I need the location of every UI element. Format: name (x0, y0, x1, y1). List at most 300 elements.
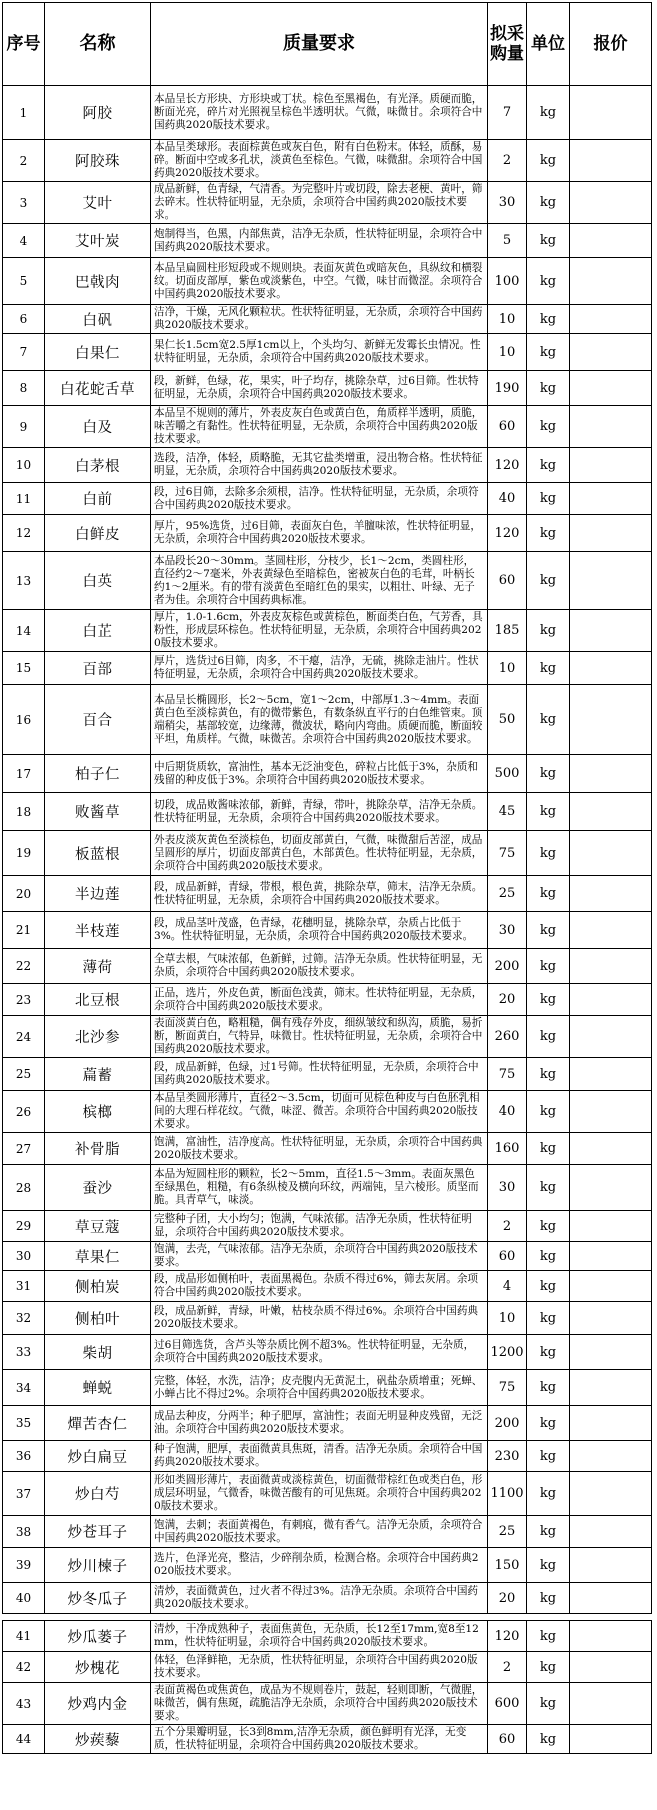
row-requirement-cell: 本品呈类球形。表面棕黄色或灰白色，附有白色粉末。体轻，质酥，易碎。断面中空或多孔状，淡黄色至棕色。气微，味微甜。余项符合中国药典2020版技术要求。 (151, 140, 488, 182)
table-body (3, 86, 652, 1754)
row-requirement-cell: 饱满，富油性，洁净度高。性状特征明显，无杂质，余项符合中国药典2020版技术要求。 (151, 1133, 488, 1165)
row-quantity-cell: 160 (488, 1133, 527, 1165)
row-name-cell: 板蓝根 (45, 831, 151, 876)
row-name-cell: 白茅根 (45, 448, 151, 483)
row-requirement-cell: 完整，体轻，水洗，洁净；皮壳腹内无黄泥土，矾盐杂质增重；死蝉、小蝉占比不得过2%。余项符合中国药典2020版技术要求。 (151, 1370, 488, 1406)
row-seq-cell: 12 (3, 515, 45, 552)
row-seq-cell: 24 (3, 1016, 45, 1058)
row-quantity-cell: 75 (488, 1370, 527, 1406)
row-requirement-cell: 表面黄褐色或焦黄色，成品为不规则卷片，鼓起，轻则即断，气微腥，味微苦，偶有焦斑，疏脆洁净无杂质，余项符合中国药典2020版技术要求。 (151, 1683, 488, 1725)
row-requirement-cell: 饱满，去刺；表面黄褐色，有刺痕，微有香气。洁净无杂质，余项符合中国药典2020版技术要求。 (151, 1516, 488, 1548)
row-quantity-cell: 150 (488, 1548, 527, 1583)
table-row (3, 552, 652, 610)
row-unit-cell: kg (527, 258, 570, 305)
row-requirement-cell: 段，成品茎叶茂盛，色青绿，花穗明显，挑除杂草，杂质占比低于3%。性状特征明显，无杂质，余项符合中国药典2020版技术要求。 (151, 912, 488, 949)
row-seq-cell: 29 (3, 1211, 45, 1242)
row-unit-cell: kg (527, 448, 570, 483)
row-requirement-cell: 清炒，干净成熟种子，表面焦黄色，无杂质，长12至17mm,宽8至12mm，性状特征明显，余项符合中国药典2020版技术要求。 (151, 1621, 488, 1652)
row-unit-cell: kg (527, 86, 570, 140)
row-unit-cell: kg (527, 483, 570, 515)
row-name-cell: 炒鸡内金 (45, 1683, 151, 1725)
row-quantity-cell: 30 (488, 1165, 527, 1211)
table-row (3, 1583, 652, 1614)
row-name-cell: 艾叶炭 (45, 224, 151, 258)
row-price-cell (570, 448, 652, 483)
row-name-cell: 柏子仁 (45, 755, 151, 793)
row-requirement-cell: 厚片，95%选货，过6目筛，表面灰白色，羊膻味浓，性状特征明显，无杂质，余项符合中国药典2020版技术要求。 (151, 515, 488, 552)
table-row (3, 949, 652, 984)
row-price-cell (570, 224, 652, 258)
row-price-cell (570, 1621, 652, 1652)
row-name-cell: 侧柏炭 (45, 1271, 151, 1302)
row-name-cell: 燀苦杏仁 (45, 1406, 151, 1441)
row-seq-cell: 43 (3, 1683, 45, 1725)
table-row (3, 1016, 652, 1058)
row-price-cell (570, 305, 652, 334)
row-quantity-cell: 20 (488, 1583, 527, 1614)
table-row (3, 305, 652, 334)
row-name-cell: 白芷 (45, 610, 151, 652)
row-unit-cell: kg (527, 1472, 570, 1516)
row-quantity-cell: 25 (488, 876, 527, 912)
row-requirement-cell: 切段，成品败酱味浓郁，新鲜，青绿，带叶，挑除杂草，洁净无杂质。性状特征明显，无杂质，余项符合中国药典2020版技术要求。 (151, 793, 488, 831)
row-requirement-cell: 选段，洁净，体轻，质略脆，无其它盐类增重，浸出物合格。性状特征明显，无杂质，余项符合中国药典2020版技术要求。 (151, 448, 488, 483)
row-requirement-cell: 饱满，去壳，气味浓郁。洁净无杂质，余项符合中国药典2020版技术要求。 (151, 1242, 488, 1271)
row-requirement-cell: 段，成品新鲜，色绿，过1号筛。性状特征明显，无杂质，余项符合中国药典2020版技术要求。 (151, 1058, 488, 1091)
row-unit-cell: kg (527, 1302, 570, 1335)
row-name-cell: 炒白芍 (45, 1472, 151, 1516)
row-quantity-cell: 2 (488, 140, 527, 182)
row-name-cell: 半枝莲 (45, 912, 151, 949)
row-name-cell: 阿胶珠 (45, 140, 151, 182)
row-price-cell (570, 1211, 652, 1242)
row-price-cell (570, 610, 652, 652)
row-quantity-cell: 25 (488, 1516, 527, 1548)
row-quantity-cell: 230 (488, 1441, 527, 1472)
row-quantity-cell: 4 (488, 1271, 527, 1302)
row-price-cell (570, 483, 652, 515)
row-name-cell: 炒白扁豆 (45, 1441, 151, 1472)
row-unit-cell: kg (527, 371, 570, 406)
row-price-cell (570, 334, 652, 371)
row-name-cell: 半边莲 (45, 876, 151, 912)
row-name-cell: 侧柏叶 (45, 1302, 151, 1335)
row-unit-cell: kg (527, 1091, 570, 1133)
row-name-cell: 巴戟肉 (45, 258, 151, 305)
row-seq-cell: 19 (3, 831, 45, 876)
row-quantity-cell: 30 (488, 912, 527, 949)
row-price-cell (570, 406, 652, 448)
row-seq-cell: 4 (3, 224, 45, 258)
row-requirement-cell: 果仁长1.5cm宽2.5厚1cm以上，个头均匀、新鲜无发霉长虫情况。性状特征明显，无杂质，余项符合中国药典2020版技术要求。 (151, 334, 488, 371)
row-quantity-cell: 200 (488, 1406, 527, 1441)
row-unit-cell: kg (527, 1165, 570, 1211)
row-price-cell (570, 1406, 652, 1441)
table-row (3, 371, 652, 406)
row-requirement-cell: 外表皮淡灰黄色至淡棕色，切面皮部黄白，气微，味微甜后苦涩，成品呈圆形的厚片，切面皮部黄白色，木部黄色。性状特征明显，无杂质，余项符合中国药典2020版技术要求。 (151, 831, 488, 876)
table-row (3, 1370, 652, 1406)
row-price-cell (570, 1516, 652, 1548)
table-row (3, 876, 652, 912)
row-requirement-cell: 成品去种皮，分两半；种子肥厚，富油性；表面无明显种皮残留，无泛油。余项符合中国药典2020版技术要求。 (151, 1406, 488, 1441)
row-unit-cell: kg (527, 1133, 570, 1165)
table-row (3, 610, 652, 652)
row-requirement-cell: 洁净，干燥，无风化颗粒状。性状特征明显，无杂质，余项符合中国药典2020版技术要求。 (151, 305, 488, 334)
row-seq-cell: 30 (3, 1242, 45, 1271)
row-seq-cell: 11 (3, 483, 45, 515)
row-name-cell: 蝉蜕 (45, 1370, 151, 1406)
row-price-cell (570, 1652, 652, 1683)
row-price-cell (570, 984, 652, 1016)
row-price-cell (570, 685, 652, 755)
row-seq-cell: 3 (3, 182, 45, 224)
row-seq-cell: 32 (3, 1302, 45, 1335)
row-quantity-cell: 10 (488, 1302, 527, 1335)
row-unit-cell: kg (527, 1516, 570, 1548)
row-price-cell (570, 1058, 652, 1091)
row-unit-cell: kg (527, 1548, 570, 1583)
row-requirement-cell: 种子饱满，肥厚，表面微黄具焦斑，清香。洁净无杂质。余项符合中国药典2020版技术要求。 (151, 1441, 488, 1472)
table-row (3, 1302, 652, 1335)
row-seq-cell: 21 (3, 912, 45, 949)
table-row (3, 831, 652, 876)
row-price-cell (570, 912, 652, 949)
row-quantity-cell: 2 (488, 1652, 527, 1683)
table-row (3, 448, 652, 483)
row-unit-cell: kg (527, 652, 570, 685)
row-name-cell: 薄荷 (45, 949, 151, 984)
row-requirement-cell: 段，成品形如侧柏叶，表面黑褐色。杂质不得过6%，筛去灰屑。余项符合中国药典2020版技术要求。 (151, 1271, 488, 1302)
row-unit-cell: kg (527, 912, 570, 949)
row-requirement-cell: 炮制得当，色黑，内部焦黄，洁净无杂质，性状特征明显，余项符合中国药典2020版技术要求。 (151, 224, 488, 258)
header-row (3, 3, 652, 86)
row-quantity-cell: 20 (488, 984, 527, 1016)
row-unit-cell: kg (527, 610, 570, 652)
header-unit: 单位 (527, 3, 570, 86)
row-seq-cell: 27 (3, 1133, 45, 1165)
row-seq-cell: 23 (3, 984, 45, 1016)
row-seq-cell: 7 (3, 334, 45, 371)
row-requirement-cell: 正品，选片，外皮色黄，断面色浅黄，筛末。性状特征明显，无杂质，余项符合中国药典2020版技术要求。 (151, 984, 488, 1016)
row-name-cell: 炒瓜蒌子 (45, 1621, 151, 1652)
row-seq-cell: 44 (3, 1725, 45, 1754)
row-unit-cell: kg (527, 140, 570, 182)
row-seq-cell: 18 (3, 793, 45, 831)
quality-table (2, 2, 652, 1754)
row-name-cell: 炒冬瓜子 (45, 1583, 151, 1614)
row-name-cell: 炒蒺藜 (45, 1725, 151, 1754)
row-name-cell: 阿胶 (45, 86, 151, 140)
row-price-cell (570, 1133, 652, 1165)
row-requirement-cell: 本品呈类圆形薄片，直径2～3.5cm，切面可见棕色种皮与白色胚乳相间的大理石样花纹。气微，味涩、微苦。余项符合中国药典2020版技术要求。 (151, 1091, 488, 1133)
row-name-cell: 白花蛇舌草 (45, 371, 151, 406)
row-name-cell: 白鲜皮 (45, 515, 151, 552)
row-unit-cell: kg (527, 552, 570, 610)
row-quantity-cell: 7 (488, 86, 527, 140)
row-price-cell (570, 1472, 652, 1516)
row-quantity-cell: 200 (488, 949, 527, 984)
header-price: 报价 (570, 3, 652, 86)
row-unit-cell: kg (527, 1683, 570, 1725)
row-quantity-cell: 120 (488, 448, 527, 483)
row-requirement-cell: 段，过6目筛，去除多余须根，洁净。性状特征明显，无杂质，余项符合中国药典2020版技术要求。 (151, 483, 488, 515)
row-price-cell (570, 876, 652, 912)
row-quantity-cell: 1200 (488, 1335, 527, 1370)
row-unit-cell: kg (527, 831, 570, 876)
row-name-cell: 白前 (45, 483, 151, 515)
row-quantity-cell: 60 (488, 1725, 527, 1754)
row-seq-cell: 15 (3, 652, 45, 685)
row-seq-cell: 13 (3, 552, 45, 610)
row-seq-cell: 37 (3, 1472, 45, 1516)
row-seq-cell: 41 (3, 1621, 45, 1652)
row-name-cell: 补骨脂 (45, 1133, 151, 1165)
row-unit-cell: kg (527, 1406, 570, 1441)
row-price-cell (570, 1242, 652, 1271)
row-quantity-cell: 50 (488, 685, 527, 755)
row-name-cell: 炒槐花 (45, 1652, 151, 1683)
table-row (3, 1058, 652, 1091)
row-price-cell (570, 1165, 652, 1211)
row-name-cell: 败酱草 (45, 793, 151, 831)
row-seq-cell: 42 (3, 1652, 45, 1683)
row-requirement-cell: 表面淡黄白色，略粗糙，偶有残存外皮，细纵皱纹和纵沟，质脆，易折断，断面黄白，气特异，味微甘。性状特征明显，无杂质，余项符合中国药典2020版技术要求。 (151, 1016, 488, 1058)
row-seq-cell: 35 (3, 1406, 45, 1441)
row-name-cell: 柴胡 (45, 1335, 151, 1370)
table-row (3, 1683, 652, 1725)
row-price-cell (570, 831, 652, 876)
table-row (3, 1652, 652, 1683)
row-seq-cell: 14 (3, 610, 45, 652)
table-row (3, 1441, 652, 1472)
row-quantity-cell: 260 (488, 1016, 527, 1058)
row-quantity-cell: 120 (488, 515, 527, 552)
row-seq-cell: 1 (3, 86, 45, 140)
row-seq-cell: 6 (3, 305, 45, 334)
row-price-cell (570, 1016, 652, 1058)
row-unit-cell: kg (527, 876, 570, 912)
row-quantity-cell: 10 (488, 652, 527, 685)
row-seq-cell: 16 (3, 685, 45, 755)
row-seq-cell: 9 (3, 406, 45, 448)
row-quantity-cell: 600 (488, 1683, 527, 1725)
row-unit-cell: kg (527, 1211, 570, 1242)
row-unit-cell: kg (527, 1583, 570, 1614)
table-row (3, 793, 652, 831)
header-quantity: 拟采购量 (488, 3, 527, 86)
row-quantity-cell: 1100 (488, 1472, 527, 1516)
table-row (3, 1516, 652, 1548)
row-unit-cell: kg (527, 1725, 570, 1754)
row-seq-cell: 5 (3, 258, 45, 305)
row-requirement-cell: 全草去根，气味浓郁，色新鲜，过筛。洁净无杂质。性状特征明显，无杂质，余项符合中国药典2020版技术要求。 (151, 949, 488, 984)
row-requirement-cell: 厚片，1.0-1.6cm，外表皮灰棕色或黄棕色，断面类白色，气芳香，具粉性，形成层环棕色。性状特征明显，无杂质，余项符合中国药典2020版技术要求。 (151, 610, 488, 652)
row-requirement-cell: 清炒，表面微黄色，过火者不得过3%。洁净无杂质。余项符合中国药典2020版技术要求。 (151, 1583, 488, 1614)
row-name-cell: 白矾 (45, 305, 151, 334)
row-name-cell: 草果仁 (45, 1242, 151, 1271)
table-row (3, 515, 652, 552)
row-unit-cell: kg (527, 182, 570, 224)
row-price-cell (570, 1370, 652, 1406)
row-unit-cell: kg (527, 515, 570, 552)
row-quantity-cell: 75 (488, 831, 527, 876)
row-name-cell: 百合 (45, 685, 151, 755)
row-seq-cell: 36 (3, 1441, 45, 1472)
row-seq-cell: 33 (3, 1335, 45, 1370)
row-name-cell: 炒苍耳子 (45, 1516, 151, 1548)
page-break-gap (3, 1614, 652, 1621)
row-requirement-cell: 完整种子团，大小均匀；饱满，气味浓郁。洁净无杂质，性状特征明显，余项符合中国药典2020版技术要求。 (151, 1211, 488, 1242)
table-row (3, 1406, 652, 1441)
row-requirement-cell: 五个分果瓣明显，长3到8mm,洁净无杂质，颜色鲜明有光泽，无变质，性状特征明显，余项符合中国药典2020版技术要求。 (151, 1725, 488, 1754)
row-requirement-cell: 本品呈长椭圆形，长2～5cm，宽1～2cm，中部厚1.3～4mm。表面黄白色至淡棕黄色，有的微带紫色，有数条纵直平行的白色维管束。顶端稍尖，基部较宽，边缘薄，微波状，略向内弯曲。质硬而脆，断面较平坦，角质样。气微，味微苦。余项符合中国药典2020版技术要求。 (151, 685, 488, 755)
table-row (3, 334, 652, 371)
row-name-cell: 百部 (45, 652, 151, 685)
row-price-cell (570, 1271, 652, 1302)
row-name-cell: 草豆蔻 (45, 1211, 151, 1242)
row-quantity-cell: 500 (488, 755, 527, 793)
row-price-cell (570, 1441, 652, 1472)
table-row (3, 1335, 652, 1370)
row-quantity-cell: 100 (488, 258, 527, 305)
row-quantity-cell: 185 (488, 610, 527, 652)
table-row (3, 406, 652, 448)
row-quantity-cell: 60 (488, 406, 527, 448)
row-unit-cell: kg (527, 685, 570, 755)
row-seq-cell: 17 (3, 755, 45, 793)
row-requirement-cell: 中后期货质软，富油性，基本无泛油变色，碎粒占比低于3%，杂质和残留的种皮低于3%。余项符合中国药典2020版技术要求。 (151, 755, 488, 793)
row-name-cell: 槟榔 (45, 1091, 151, 1133)
table-row (3, 1621, 652, 1652)
row-price-cell (570, 86, 652, 140)
row-requirement-cell: 厚片，选货过6目筛，肉多，不干瘪，洁净，无硫，挑除走油片。性状特征明显，无杂质，余项符合中国药典2020版技术要求。 (151, 652, 488, 685)
row-unit-cell: kg (527, 406, 570, 448)
row-name-cell: 艾叶 (45, 182, 151, 224)
row-price-cell (570, 652, 652, 685)
table-row (3, 1242, 652, 1271)
row-price-cell (570, 1091, 652, 1133)
row-seq-cell: 39 (3, 1548, 45, 1583)
row-seq-cell: 25 (3, 1058, 45, 1091)
row-seq-cell: 34 (3, 1370, 45, 1406)
row-price-cell (570, 1583, 652, 1614)
row-name-cell: 白英 (45, 552, 151, 610)
row-requirement-cell: 成品新鲜，色青绿，气清香。为完整叶片或切段，除去老梗、黄叶，筛去碎末。性状特征明显，无杂质，余项符合中国药典2020版技术要求。 (151, 182, 488, 224)
row-requirement-cell: 本品呈扁圆柱形短段或不规则块。表面灰黄色或暗灰色，具纵纹和横裂纹。切面皮部厚，紫色或淡紫色，中空。气微，味甘而微涩。余项符合中国药典2020版技术要求。 (151, 258, 488, 305)
row-unit-cell: kg (527, 755, 570, 793)
row-requirement-cell: 本品呈长方形块、方形块或丁状。棕色至黑褐色，有光泽。质硬而脆，断面光亮，碎片对光照视呈棕色半透明状。气微，味微甘。余项符合中国药典2020版技术要求。 (151, 86, 488, 140)
row-requirement-cell: 形如类圆形薄片，表面微黄或淡棕黄色，切面微带棕红色或类白色，形成层环明显，气微香，味微苦酸有的可见焦斑。余项符合中国药典2020版技术要求。 (151, 1472, 488, 1516)
row-seq-cell: 38 (3, 1516, 45, 1548)
row-quantity-cell: 30 (488, 182, 527, 224)
row-name-cell: 白及 (45, 406, 151, 448)
row-unit-cell: kg (527, 1242, 570, 1271)
row-quantity-cell: 190 (488, 371, 527, 406)
row-name-cell: 北沙参 (45, 1016, 151, 1058)
row-unit-cell: kg (527, 1441, 570, 1472)
row-name-cell: 蚕沙 (45, 1165, 151, 1211)
row-price-cell (570, 140, 652, 182)
row-seq-cell: 8 (3, 371, 45, 406)
row-quantity-cell: 60 (488, 552, 527, 610)
row-seq-cell: 2 (3, 140, 45, 182)
row-quantity-cell: 10 (488, 305, 527, 334)
table-row (3, 685, 652, 755)
table-row (3, 912, 652, 949)
row-price-cell (570, 258, 652, 305)
row-quantity-cell: 120 (488, 1621, 527, 1652)
row-unit-cell: kg (527, 984, 570, 1016)
row-seq-cell: 20 (3, 876, 45, 912)
row-unit-cell: kg (527, 949, 570, 984)
row-price-cell (570, 182, 652, 224)
row-seq-cell: 22 (3, 949, 45, 984)
row-requirement-cell: 本品为短圆柱形的颗粒，长2～5mm，直径1.5～3mm。表面灰黑色至绿黑色，粗糙，有6条纵棱及横向环纹，两端钝，呈六棱形。质坚而脆。具青草气，味淡。 (151, 1165, 488, 1211)
row-quantity-cell: 40 (488, 483, 527, 515)
row-quantity-cell: 60 (488, 1242, 527, 1271)
row-quantity-cell: 5 (488, 224, 527, 258)
row-unit-cell: kg (527, 1370, 570, 1406)
table-row (3, 182, 652, 224)
table-row (3, 1271, 652, 1302)
row-price-cell (570, 1725, 652, 1754)
row-price-cell (570, 1302, 652, 1335)
row-requirement-cell: 选片，色泽光亮，整洁，少碎削杂质，检测合格。余项符合中国药典2020版技术要求。 (151, 1548, 488, 1583)
row-requirement-cell: 体轻，色泽鲜艳，无杂质，性状特征明显，余项符合中国药典2020版技术要求。 (151, 1652, 488, 1683)
row-quantity-cell: 40 (488, 1091, 527, 1133)
table-row (3, 86, 652, 140)
row-price-cell (570, 755, 652, 793)
row-name-cell: 北豆根 (45, 984, 151, 1016)
row-price-cell (570, 371, 652, 406)
row-unit-cell: kg (527, 305, 570, 334)
table-row (3, 652, 652, 685)
row-requirement-cell: 段，新鲜，色绿，花，果实，叶子均存，挑除杂草，过6目筛。性状特征明显，无杂质，余项符合中国药典2020版技术要求。 (151, 371, 488, 406)
row-name-cell: 萹蓄 (45, 1058, 151, 1091)
row-seq-cell: 40 (3, 1583, 45, 1614)
row-price-cell (570, 793, 652, 831)
header-seq: 序号 (3, 3, 45, 86)
row-requirement-cell: 过6目筛选货，含芦头等杂质比例不超3%。性状特征明显，无杂质，余项符合中国药典2020版技术要求。 (151, 1335, 488, 1370)
row-price-cell (570, 552, 652, 610)
row-requirement-cell: 本品段长20～30mm。茎圆柱形，分枝少，长1～2cm，类圆柱形，直径约2～7毫米，外表黄绿色至暗棕色，密被灰白色的毛茸，叶柄长约1～2厘米。有的带有淡黄色至暗红色的果实，以粗壮、叶绿、无子者为佳。余项符合中国药典标准。 (151, 552, 488, 610)
row-unit-cell: kg (527, 224, 570, 258)
table-row (3, 1725, 652, 1754)
row-quantity-cell: 75 (488, 1058, 527, 1091)
row-price-cell (570, 949, 652, 984)
row-unit-cell: kg (527, 1058, 570, 1091)
table-row (3, 224, 652, 258)
table-row (3, 1211, 652, 1242)
table-row (3, 1165, 652, 1211)
table-row (3, 483, 652, 515)
row-requirement-cell: 段，成品新鲜，青绿，带根，根色黄，挑除杂草，筛末，洁净无杂质。性状特征明显，无杂质，余项符合中国药典2020版技术要求。 (151, 876, 488, 912)
table-row (3, 1091, 652, 1133)
row-quantity-cell: 45 (488, 793, 527, 831)
row-price-cell (570, 515, 652, 552)
row-name-cell: 炒川楝子 (45, 1548, 151, 1583)
row-unit-cell: kg (527, 1016, 570, 1058)
row-unit-cell: kg (527, 1335, 570, 1370)
row-seq-cell: 28 (3, 1165, 45, 1211)
row-requirement-cell: 段，成品新鲜，青绿，叶嫩，枯枝杂质不得过6%。余项符合中国药典2020版技术要求。 (151, 1302, 488, 1335)
row-requirement-cell: 本品呈不规则的薄片，外表皮灰白色或黄白色，角质样半透明，质脆，味苦嚼之有黏性。性状特征明显，无杂质，余项符合中国药典2020版技术要求。 (151, 406, 488, 448)
header-name: 名称 (45, 3, 151, 86)
table-row (3, 1472, 652, 1516)
row-unit-cell: kg (527, 334, 570, 371)
row-price-cell (570, 1548, 652, 1583)
table-row (3, 140, 652, 182)
